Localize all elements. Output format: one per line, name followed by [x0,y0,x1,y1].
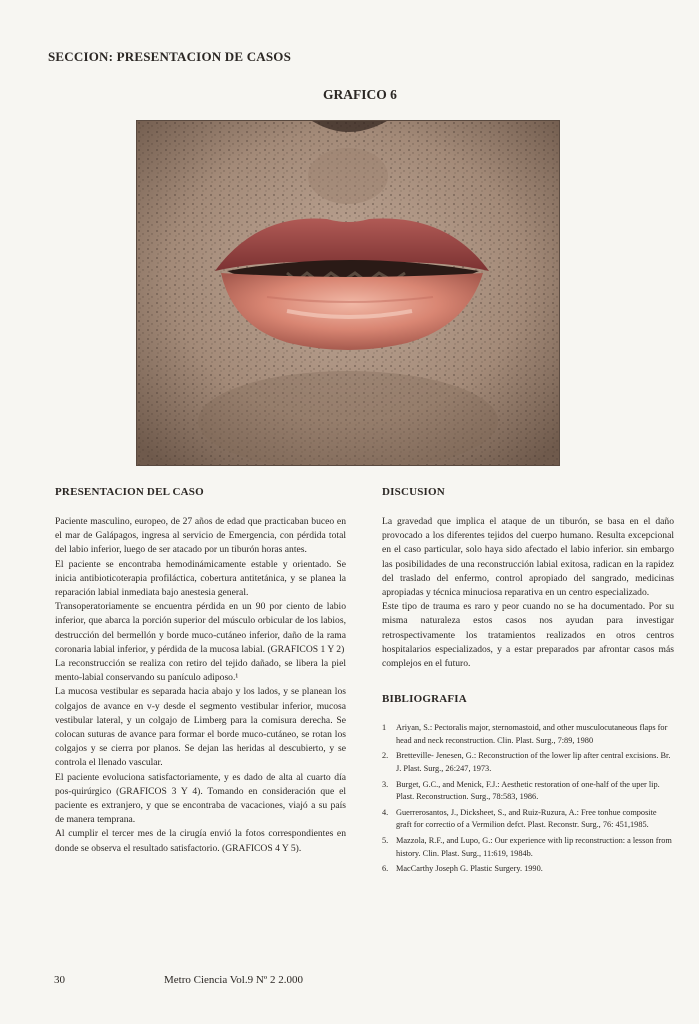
reference-text: Burget, G.C., and Menick, F.J.: Aesthetic restoration of one-half of the uper lip. Plast. Reconstruction. Surg., 78:583, 1986. [396,779,660,802]
section-title: SECCION: PRESENTACION DE CASOS [48,49,292,64]
reference-list [382,722,674,876]
bibliography-heading: BIBLIOGRAFIA [382,693,467,706]
case-paragraph: La mucosa vestibular es separada hacia abajo y los lados, y se planean los colgajos de avance en v-y desde el segmento vestibular inferior, mucosa vestibular lateral, y un colgajo de Limberg para la comisura derecha. Se colocan suturas de avance para formar el borde muco-cutáneo, se rotan los colgajos y se cierra por planos. Se dejan las heridas al descubierto, y se controla el llenado vascular. [55,686,346,769]
discussion-text [382,515,674,671]
case-paragraph: Al cumplir el tercer mes de la cirugía envió la fotos correspondientes en donde se observa el resultado satisfactorio. (GRAFICOS 4 Y 5). [55,828,346,854]
reference-number: 1 [382,723,387,733]
case-paragraph: La reconstrucción se realiza con retiro del tejido dañado, se libera la piel mento-labial conservando su panículo adiposo.¹ [55,658,346,684]
reference-item [382,722,674,747]
page-number: 30 [54,974,65,986]
reference-item [382,863,674,876]
case-heading: PRESENTACION DEL CASO [55,486,204,498]
reference-text: Ariyan, S.: Pectoralis major, sternomastoid, and other musculocutaneous flaps for head and neck reconstruction. Clin. Plast. Surg., 7:89, 1980 [396,723,668,745]
reference-number: 2. [382,751,389,761]
case-paragraph: El paciente evoluciona satisfactoriamente, y es dado de alta al cuarto día pos-quirúrgico (GRAFICOS 3 Y 4). Tomando en consideración que el paciente es extranjero, y que se encontraba de vacaciones, viajó a su país de manera temprana. [55,771,346,826]
reference-text: MacCarthy Joseph G. Plastic Surgery. 1990. [396,864,543,874]
discussion-column [382,486,674,879]
reference-text: Bretteville- Jenesen, G.: Reconstruction of the lower lip after central excisions. Br. J. Plast. Surg., 26:247, 1973. [396,751,671,774]
clinical-photo [136,120,560,466]
reference-number: 4. [382,807,389,817]
reference-text: Guerrerosantos, J., Dicksheet, S., and Ruiz-Ruzura, A.: Free tonhue composite graft for correctio of a Vermilion defct. Plast. Reconstr. Surg., 76: 451,1985. [396,807,657,830]
reference-text: Mazzola, R.F., and Lupo, G.: Our experience with lip reconstruction: a lesson from history. Clin. Plast. Surg., 11:619, 1984b. [396,835,672,858]
reference-number: 6. [382,864,389,874]
journal-footer: Metro Ciencia Vol.9 Nº 2 2.000 [164,974,303,986]
case-text [55,515,346,856]
reference-number: 5. [382,835,389,845]
case-paragraph: Paciente masculino, europeo, de 27 años de edad que practicaban buceo en el mar de Galápagos, ingresa al servicio de Emergencia, con pérdida total del labio inferior, luego de ser atacado por un tiburón horas antes. [55,516,346,556]
case-paragraph: Transoperatoriamente se encuentra pérdida en un 90 por ciento de labio inferior, que abarca la porción superior del músculo orbicular de los labios, destrucción del bermellón y borde muco-cutáneo inferior, daño de la rama coronaria labial inferior, y pérdida de la mucosa labial. (GRAFICOS 1 Y 2) [55,601,346,655]
discussion-paragraph: La gravedad que implica el ataque de un tiburón, se basa en el daño provocado a los diferentes tejidos del cuerpo humano. Resulta excepcional en el caso particular, solo haya sido afectado el labio inferior. sin embargo las posibilidades de una reconstrucción labial exitosa, radican en la rapidez del traslado del enfermo, control apropiado del sangrado, medicinas apropiadas y técnica minuciosa reparativa en un centro especializado. [382,516,674,599]
reference-item [382,835,674,860]
reference-item [382,750,674,775]
case-presentation-column [55,486,346,856]
discussion-paragraph: Este tipo de trauma es raro y peor cuando no se ha documentado. Por su misma naturaleza estos casos nos ayudan para investigar retrospectivamente los tratamientos realizados en otros centros hospitalarios especializados, y a estar preparados par afrontar casos más complejos en el futuro. [382,601,674,670]
figure-title: GRAFICO 6 [323,87,397,102]
reference-item [382,779,674,804]
reference-number: 3. [382,779,389,789]
reference-item [382,807,674,832]
discussion-heading: DISCUSION [382,486,445,498]
case-paragraph: El paciente se encontraba hemodinámicamente estable y orientado. Se inicia antibioticoterapia profiláctica, cobertura antitetánica, y se planea la reparación labial inmediata bajo anestesia general. [55,558,346,599]
